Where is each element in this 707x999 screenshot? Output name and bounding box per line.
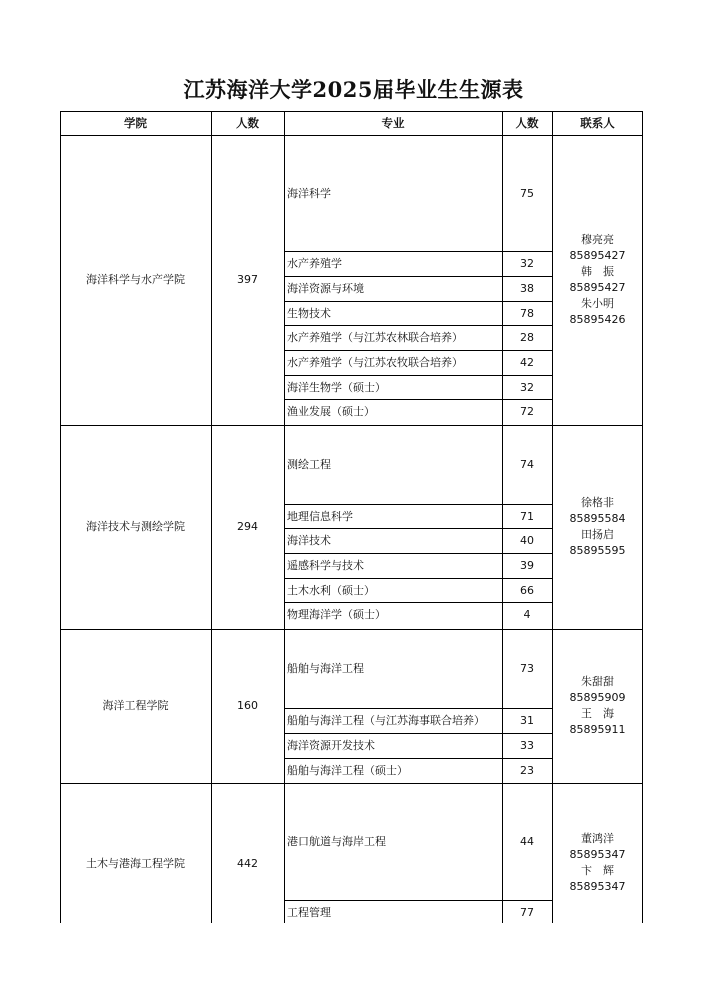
contact-name: 王 海 xyxy=(581,706,614,720)
major-count: 66 xyxy=(520,583,534,597)
major-name: 地理信息科学 xyxy=(287,509,353,523)
major-name: 海洋生物学（硕士） xyxy=(287,380,386,394)
major-count: 23 xyxy=(520,764,534,777)
major-count: 28 xyxy=(520,331,534,344)
contact-phone: 85895427 xyxy=(569,280,626,294)
contact-block xyxy=(552,783,643,923)
graduate-source-table xyxy=(60,111,643,923)
major-row-divider xyxy=(284,375,552,376)
major-count: 32 xyxy=(520,380,534,394)
header-college: 学院 xyxy=(124,115,147,130)
major-name: 土木水利（硕士） xyxy=(287,583,375,597)
major-row-divider xyxy=(284,733,552,734)
header-major: 专业 xyxy=(381,115,405,130)
contact-phone: 85895595 xyxy=(569,543,626,557)
contact-block xyxy=(552,629,643,782)
college-count: 442 xyxy=(237,856,258,870)
group-divider xyxy=(60,425,643,426)
major-count: 4 xyxy=(523,608,531,621)
contact-name: 韩 振 xyxy=(581,264,614,278)
major-row-divider xyxy=(284,325,552,326)
major-count: 40 xyxy=(520,534,534,547)
page-title: 江苏海洋大学2025届毕业生生源表 xyxy=(183,77,524,102)
major-name: 船舶与海洋工程 xyxy=(287,662,364,675)
contact-name: 田扬启 xyxy=(581,527,614,541)
major-row-divider xyxy=(284,504,552,505)
major-count: 71 xyxy=(520,509,534,523)
header-college-count: 人数 xyxy=(236,115,259,130)
major-row-divider xyxy=(284,528,552,529)
group-divider xyxy=(60,783,643,784)
major-count: 75 xyxy=(520,186,534,200)
contact-phone: 85895427 xyxy=(569,248,626,262)
contact-phone: 85895584 xyxy=(569,511,626,525)
major-row-divider xyxy=(284,578,552,579)
major-name: 海洋资源开发技术 xyxy=(287,739,375,752)
major-name: 生物技术 xyxy=(287,306,331,320)
contact-name: 朱甜甜 xyxy=(581,674,614,688)
major-name: 海洋技术 xyxy=(287,534,331,547)
column-line xyxy=(502,111,503,923)
header-contact: 联系人 xyxy=(580,115,615,130)
major-count: 72 xyxy=(520,405,534,418)
header-major-count: 人数 xyxy=(515,115,539,130)
column-line xyxy=(211,111,212,923)
major-name: 水产养殖学 xyxy=(287,257,342,270)
college-count: 397 xyxy=(237,273,258,286)
column-line xyxy=(642,111,643,923)
major-row-divider xyxy=(284,553,552,554)
major-count: 39 xyxy=(520,559,534,572)
major-name: 船舶与海洋工程（硕士） xyxy=(287,764,408,777)
major-row-divider xyxy=(284,251,552,252)
contact-phone: 85895911 xyxy=(569,722,626,736)
major-name: 船舶与海洋工程（与江苏海事联合培养） xyxy=(287,714,485,727)
table-top-border xyxy=(60,111,643,112)
major-row-divider xyxy=(284,276,552,277)
major-count: 73 xyxy=(520,662,534,675)
major-name: 渔业发展（硕士） xyxy=(287,405,375,418)
group-divider xyxy=(60,629,643,630)
contact-name: 徐格非 xyxy=(581,495,614,509)
contact-name: 董鸿洋 xyxy=(581,832,614,845)
major-name: 测绘工程 xyxy=(287,458,331,471)
column-line xyxy=(552,111,553,923)
major-count: 31 xyxy=(520,714,534,727)
major-row-divider xyxy=(284,399,552,400)
major-row-divider xyxy=(284,758,552,759)
major-row-divider xyxy=(284,602,552,603)
major-name: 遥感科学与技术 xyxy=(287,559,364,572)
major-name: 水产养殖学（与江苏农牧联合培养） xyxy=(287,356,463,369)
contact-name: 卞 辉 xyxy=(581,864,614,877)
major-row-divider xyxy=(284,350,552,351)
major-count: 33 xyxy=(520,739,534,752)
contact-phone: 85895426 xyxy=(569,312,626,326)
contact-block xyxy=(552,135,643,424)
major-row-divider xyxy=(284,708,552,709)
college-name: 土木与港海工程学院 xyxy=(86,856,185,870)
major-count: 74 xyxy=(520,458,534,471)
major-count: 44 xyxy=(520,835,534,848)
major-name: 海洋资源与环境 xyxy=(287,282,364,295)
contact-phone: 85895347 xyxy=(569,848,626,861)
contact-phone: 85895347 xyxy=(569,880,626,893)
college-name: 海洋科学与水产学院 xyxy=(86,273,185,286)
major-name: 海洋科学 xyxy=(287,186,331,200)
column-line xyxy=(284,111,285,923)
college-name: 海洋技术与测绘学院 xyxy=(86,520,185,533)
contact-phone: 85895909 xyxy=(569,690,626,704)
college-count: 160 xyxy=(237,699,258,712)
header-bottom-border xyxy=(60,135,643,136)
column-line xyxy=(60,111,61,923)
major-name: 物理海洋学（硕士） xyxy=(287,608,386,621)
college-count: 294 xyxy=(237,520,258,533)
contact-block xyxy=(552,425,643,628)
major-row-divider xyxy=(284,900,552,901)
major-name: 水产养殖学（与江苏农林联合培养） xyxy=(287,331,463,344)
major-name: 工程管理 xyxy=(287,905,331,919)
major-count: 78 xyxy=(520,306,534,320)
major-count: 38 xyxy=(520,282,534,295)
college-name: 海洋工程学院 xyxy=(102,699,169,712)
major-count: 32 xyxy=(520,257,534,270)
major-row-divider xyxy=(284,301,552,302)
major-count: 42 xyxy=(520,356,534,369)
major-count: 77 xyxy=(520,905,534,919)
major-name: 港口航道与海岸工程 xyxy=(287,835,386,848)
contact-name: 穆亮亮 xyxy=(581,232,614,246)
contact-name: 朱小明 xyxy=(581,296,614,310)
